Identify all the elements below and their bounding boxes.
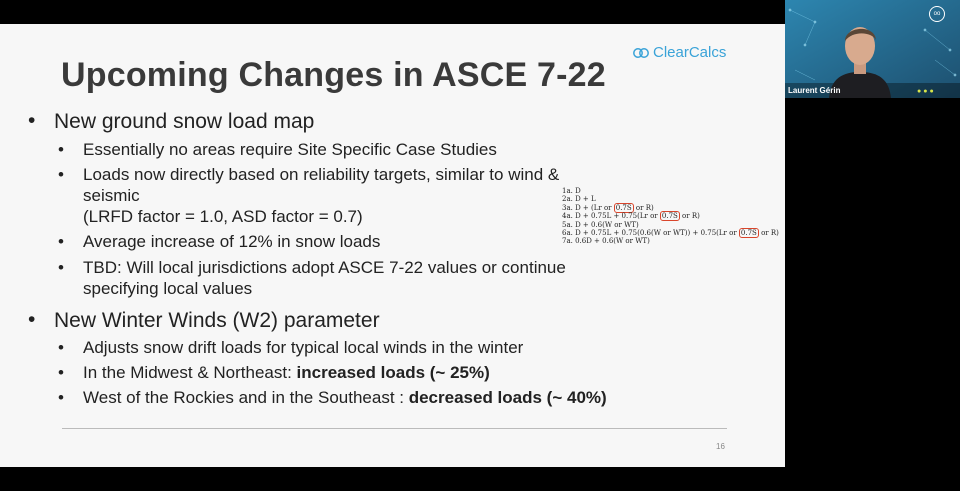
highlight-box: 0.7S — [661, 212, 678, 221]
presentation-slide — [0, 24, 785, 467]
participant-video[interactable] — [785, 0, 960, 98]
bullet-dot: • — [28, 109, 36, 132]
sub-bullet-continuation: (LRFD factor = 1.0, ASD factor = 0.7) — [83, 207, 363, 226]
formula-2a: 2a. D + L — [562, 195, 596, 204]
sub-bullet-continuation: seismic — [83, 186, 140, 205]
formula-4a: 4a. D + 0.75L + 0.75(Lr or 0.7S or R) — [562, 212, 700, 221]
highlight-box: 0.7S — [615, 203, 632, 212]
sub-bullet-text: West of the Rockies and in the Southeast : — [83, 388, 409, 407]
bold-emphasis: increased loads (~ 25%) — [296, 363, 490, 382]
meeting-logo-icon: oo — [929, 6, 945, 22]
logo-text: ClearCalcs — [653, 44, 727, 61]
bullet-dot: • — [58, 338, 64, 357]
page-number: 16 — [716, 442, 725, 451]
load-combination-formulas — [562, 187, 779, 246]
slide-content: • New ground snow load map • Essentially no areas require Site Specific Case Studies • Loads now directly based on reliability targets, similar to wind & seismic (LRFD factor = 1.0, ASD factor = 0.7) • Average increase of 12% in snow loads • TBD: Will local jurisdictions adopt ASCE 7-22 values or continue specifying local values • New Winter Winds (W2) parameter • Adjusts snow drift loads for typical local winds in the winter • In the Midwest & Northeast: increased loads (~ 25%) • West of the Rockies and in the Southeast : decreased loads (~ 40%) 1a. D 2a. D + L 3a. D + (Lr or 0.7S or R) 4a. D + 0.75L + 0.75(Lr or 0.7S or R) 5a. D + 0.6(W or WT) 6a. D + 0.75L + 0.75(0.6(W or WT)) + 0.75(Lr or 0.7S or R) 7a. 0.6D + 0.6(W or WT) — [28, 109, 779, 407]
sub-bullet-text: In the Midwest & Northeast: — [83, 363, 297, 382]
highlight-box: 0.7S — [740, 229, 757, 238]
participant-name: Laurent Gérin — [788, 86, 841, 95]
formula-1a: 1a. D — [562, 187, 581, 195]
bullet-dot: • — [58, 388, 64, 407]
bullet-dot: • — [58, 140, 64, 159]
bullet-dot: • — [58, 232, 64, 251]
bold-emphasis: decreased loads (~ 40%) — [408, 388, 607, 407]
bullet-dot: • — [58, 363, 64, 382]
formula-3a: 3a. D + (Lr or 0.7S or R) — [562, 203, 654, 212]
sub-bullet-continuation: specifying local values — [83, 279, 253, 298]
bullet-dot: • — [58, 165, 64, 184]
formula-7a: 7a. 0.6D + 0.6(W or WT) — [562, 237, 650, 246]
footer-divider — [62, 428, 727, 429]
formula-5a: 5a. D + 0.6(W or WT) — [562, 220, 639, 229]
bullet-dot: • — [28, 308, 36, 331]
formula-6a: 6a. D + 0.75L + 0.75(0.6(W or WT)) + 0.75(Lr or 0.7S or R) — [562, 229, 779, 238]
slide-title: Upcoming Changes in ASCE 7-22 — [61, 56, 606, 94]
decorative-dots: ●●● — [917, 88, 936, 95]
bullet-dot: • — [58, 258, 64, 277]
